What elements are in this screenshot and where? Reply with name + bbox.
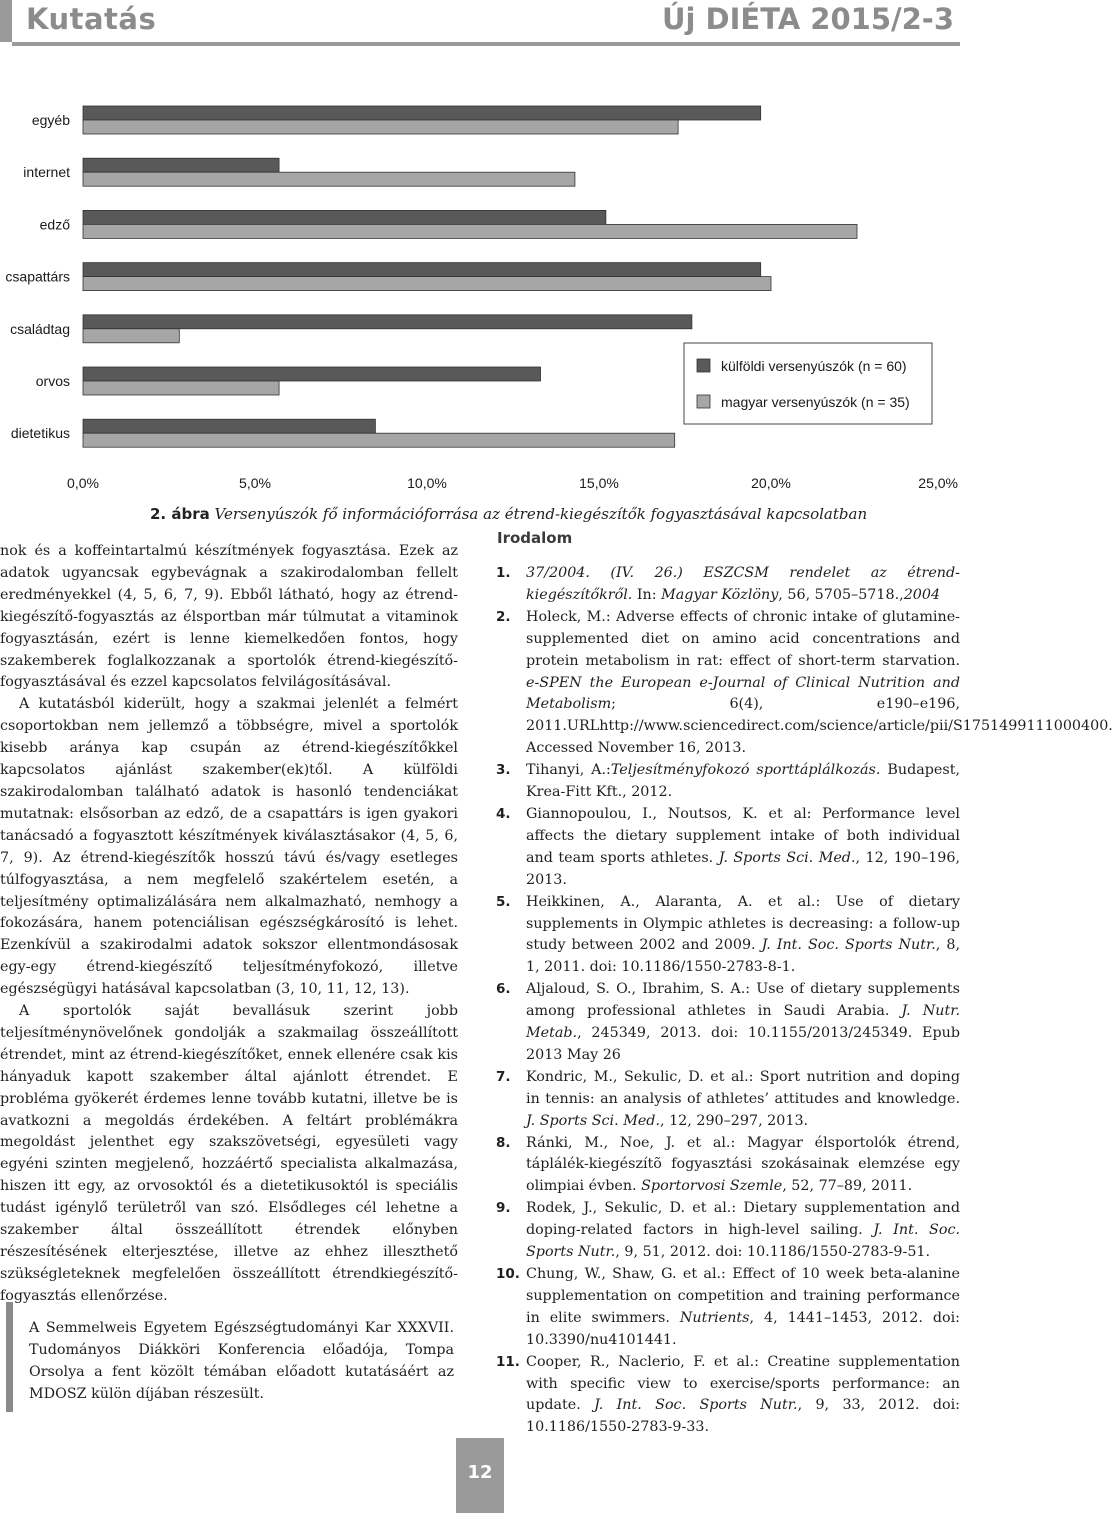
bar-foreign [83,263,761,277]
reference-item [496,979,960,1067]
reference-source: J. Sports Sci. Med. [526,1112,660,1129]
x-tick-label: 20,0% [751,475,791,491]
body-text-column [0,541,458,1308]
reference-text: Holeck, M.: Adverse effects of chronic intake of glutamine-supplemented diet on amino acid concentrations and protein metabolism in rat: effect of short-term starvation. [526,608,960,669]
reference-text: Giannopoulou, I., Noutsos, K. et al: Performance level affects the dietary supplement intake of both individual and team sports athletes. [526,805,960,866]
figure-caption [150,505,867,523]
reference-source-2: Magyar Közlöny [661,586,779,603]
reference-details: Budapest, Krea-Fitt Kft., 2012. [526,762,960,801]
reference-number: 4. [496,805,511,822]
legend-label: külföldi versenyúszók (n = 60) [721,358,907,374]
header-accent-bar [0,0,12,42]
paragraph-3: A sportolók saját bevallásuk szerint jobb teljesítménynövelőnek gondolják a szakmailag összeállított étrendet, mint az étrend-kiegészítőket, ennek ellenére csak kis hányaduk kapott szakember által ajánlott étrendet. E probléma gyökerét érdemes lenne tovább kutatni, illetve be is avatkozni a megoldás érdekében. A feltárt problémákra megoldást jelenthet egy szakszövetségi, egyesületi vagy egyéni szinten megjelenő, hozzáértő specialista alkalmazása, hiszen itt egy, az orvosoktól és a dietetikusoktól is speciális tudást igénylő területről van szó. Elsődleges cél lehetne a szakember által összeállított étrendek előnyben részesítésének elterjesztése, illetve az ehhez illeszthető szükségleteknek megfelelően összeállított étrendkiegészítő-fogyasztás ellenőrzése. [0,1003,458,1304]
bar-hungarian [83,329,179,343]
reference-details: , 12, 290–297, 2013. [659,1112,809,1129]
reference-source: J. Int. Soc. Sports Nutr. [594,1397,798,1414]
reference-source: Nutrients [679,1309,750,1326]
reference-details: In: [632,586,662,603]
bar-foreign [83,158,279,172]
paragraph-2: A kutatásból kiderült, hogy a szakmai jelenlét a felmért csoportokban nem jellemző a többségre, mivel a sportolók kisebb aránya kap csupán az étrend-kiegészítőkkel kapcsolatos ajánlást szakember(ek)től. A külföldi szakirodalomban található adatok is hasonló tendenciákat mutatnak: elsősorban az edző, de a csapattárs is igen gyakori tanácsadó a fogyasztott készítmények kiválasztásakor (4, 5, 6, 7, 9). Az étrend-kiegészítők hosszú távú és/vagy esetleges túlfogyasztása, a nem megfelelő szakértelem esetén, a teljesítmény optimalizálására nem alkalmazható, nemhogy a fokozására, hanem potenciálisan egészségkárosító is lehet. Ezenkívül a szakirodalmi adatok sokszor ellentmondásosak egy-egy étrend-kiegészítő teljesítményfokozó, illetve egészségügyi hatásával kapcsolatban (3, 10, 11, 12, 13). [0,696,458,998]
bar-hungarian [83,277,771,291]
references-list [496,563,1113,1439]
reference-text: Kondric, M., Sekulic, D. et al.: Sport nutrition and doping in tennis: an analysis of athletes’ attitudes and knowledge. [526,1068,960,1107]
bar-hungarian [83,433,675,447]
reference-number: 11. [496,1353,520,1370]
reference-source: J. Sports Sci. Med. [718,849,856,866]
reference-number: 8. [496,1134,511,1151]
legend-label: magyar versenyúszók (n = 35) [721,394,910,410]
section-title: Kutatás [26,2,157,36]
reference-number: 9. [496,1200,511,1217]
reference-number: 10. [496,1266,520,1282]
x-tick-label: 25,0% [918,475,958,491]
category-label: internet [23,164,70,181]
award-note: A Semmelweis Egyetem Egészségtudományi Kar XXXVII. Tudományos Diákköri Konferencia előadója, Tompa Orsolya a fent közölt témában előadott kutatásáért az MDOSZ külön díjában részesült. [29,1320,454,1402]
reference-details: , 12, 190–196, 2013. [526,849,961,888]
bar-hungarian [83,172,575,186]
header-rule [12,42,960,46]
reference-item [496,1198,960,1264]
reference-details: , 4, 1441–1453, 2012. doi: 10.3390/nu4101441. [526,1309,961,1348]
reference-item [496,1264,960,1352]
x-tick-label: 5,0% [239,475,271,491]
reference-source: 37/2004. (IV. 26.) ESZCSM rendelet az étrend-kiegészítőkről. [526,565,960,603]
reference-item [496,1133,960,1199]
reference-text: Cooper, R., Naclerio, F. et al.: Creatine supplementation with specific view to exercise/sports performance: an update. [526,1353,960,1414]
category-label: egyéb [31,112,70,128]
reference-item [496,1352,960,1440]
page-number: 12 [467,1462,493,1483]
category-label: családtag [10,320,70,337]
reference-text: Tihanyi, A.: [526,762,611,779]
bar-hungarian [83,120,678,134]
reference-number: 7. [496,1068,511,1085]
figure-label: 2. ábra [150,505,210,523]
bar-hungarian [83,224,857,238]
reference-text: Aljaloud, S. O., Ibrahim, S. A.: Use of dietary supplements among professional athletes in Saudi Arabia. [526,981,960,1020]
x-tick-label: 15,0% [579,475,619,491]
reference-source: Sportorvosi Szemle [641,1178,783,1195]
reference-number: 1. [496,565,511,581]
reference-item [496,1067,960,1133]
reference-text: Rodek, J., Sekulic, D. et al.: Dietary supplementation and doping-related factors in high-level sailing. [526,1200,960,1239]
reference-number: 6. [496,981,511,998]
references-title: Irodalom [497,529,573,547]
reference-details: , 8, 1, 2011. doi: 10.1186/1550-2783-8-1. [526,937,961,976]
reference-text: Heikkinen, A., Alaranta, A. et al.: Use of dietary supplements in Olympic athletes is decreasing: a follow-up study between 2002 and 2009. [526,893,960,954]
reference-item [496,804,960,892]
reference-number: 3. [496,762,511,779]
bar-foreign [83,210,606,224]
reference-number: 5. [496,893,511,910]
reference-item [496,607,1113,760]
reference-source: J. Int. Soc. Sports Nutr. [761,937,936,954]
reference-details: , 9, 51, 2012. doi: 10.1186/1550-2783-9-51. [615,1244,931,1261]
reference-details: , 9, 33, 2012. doi: 10.1186/1550-2783-9-33. [526,1397,960,1436]
reference-details: , 52, 77–89, 2011. [782,1178,913,1195]
reference-item [496,892,960,980]
reference-details: , 245349, 2013. doi: 10.1155/2013/245349. Epub 2013 May 26 [526,1025,960,1063]
reference-item [496,760,960,804]
reference-item [496,563,960,607]
x-tick-label: 0,0% [67,475,99,491]
category-label: dietetikus [10,425,70,442]
reference-source: J. Nutr. Metab. [526,1003,960,1042]
bar-foreign [83,419,375,433]
reference-source: J. Int. Soc. Sports Nutr. [526,1222,960,1261]
category-label: edző [39,216,70,233]
paragraph-1: nok és a koffeintartalmú készítmények fogyasztása. Ezek az adatok ugyancsak egybevágnak a szakirodalomban fellelt eredményekkel (4, 5, 6, 7, 9). Ebből látható, hogy az étrend-kiegészítő-fogyasztás az élsportban már túlmutat a vitaminok fogyasztásán, ezért is lenne kiemelkedően fontos, hogy szakemberek foglalkozzanak a sportolók étrend-kiegészítő-fogyasztásával és ezzel kapcsolatos felvilágosításával. [0,543,458,691]
reference-text: Ránki, M., Noe, J. et al.: Magyar élsportolók étrend, táplálék-kiegészítõ fogyasztási szokásainak elemzése egy olimpiai évben. [526,1134,960,1195]
reference-source: e-SPEN the European e-Journal of Clinical Nutrition and Metabolism [526,674,960,713]
bar-foreign [83,315,692,329]
category-label: orvos [35,373,70,389]
legend-box [684,343,932,424]
bar-foreign [83,106,761,120]
reference-details-2: , 56, 5705–5718., [778,586,904,603]
bar-foreign [83,367,541,381]
reference-number: 2. [496,608,511,625]
reference-details: ; 6(4), e190–e196, 2011.URLhttp://www.sciencedirect.com/science/article/pii/S1751499111000400. Accessed November 16, 2013. [526,696,1113,757]
legend-swatch [697,395,710,408]
bar-chart [0,90,960,495]
figure-caption-text: Versenyúszók fő információforrása az étrend-kiegészítők fogyasztásával kapcsolatban [214,505,868,523]
reference-year: 2004 [903,586,941,603]
category-label: csapattárs [5,268,70,285]
reference-text: Chung, W., Shaw, G. et al.: Effect of 10 week beta-alanine supplementation on competition and training performance in elite swimmers. [526,1266,960,1326]
legend-swatch [697,359,710,372]
reference-source: Teljesítményfokozó sporttáplálkozás. [610,762,881,779]
x-tick-label: 10,0% [407,475,447,491]
journal-issue: Új DIÉTA 2015/2-3 [661,2,954,36]
bar-hungarian [83,381,279,395]
